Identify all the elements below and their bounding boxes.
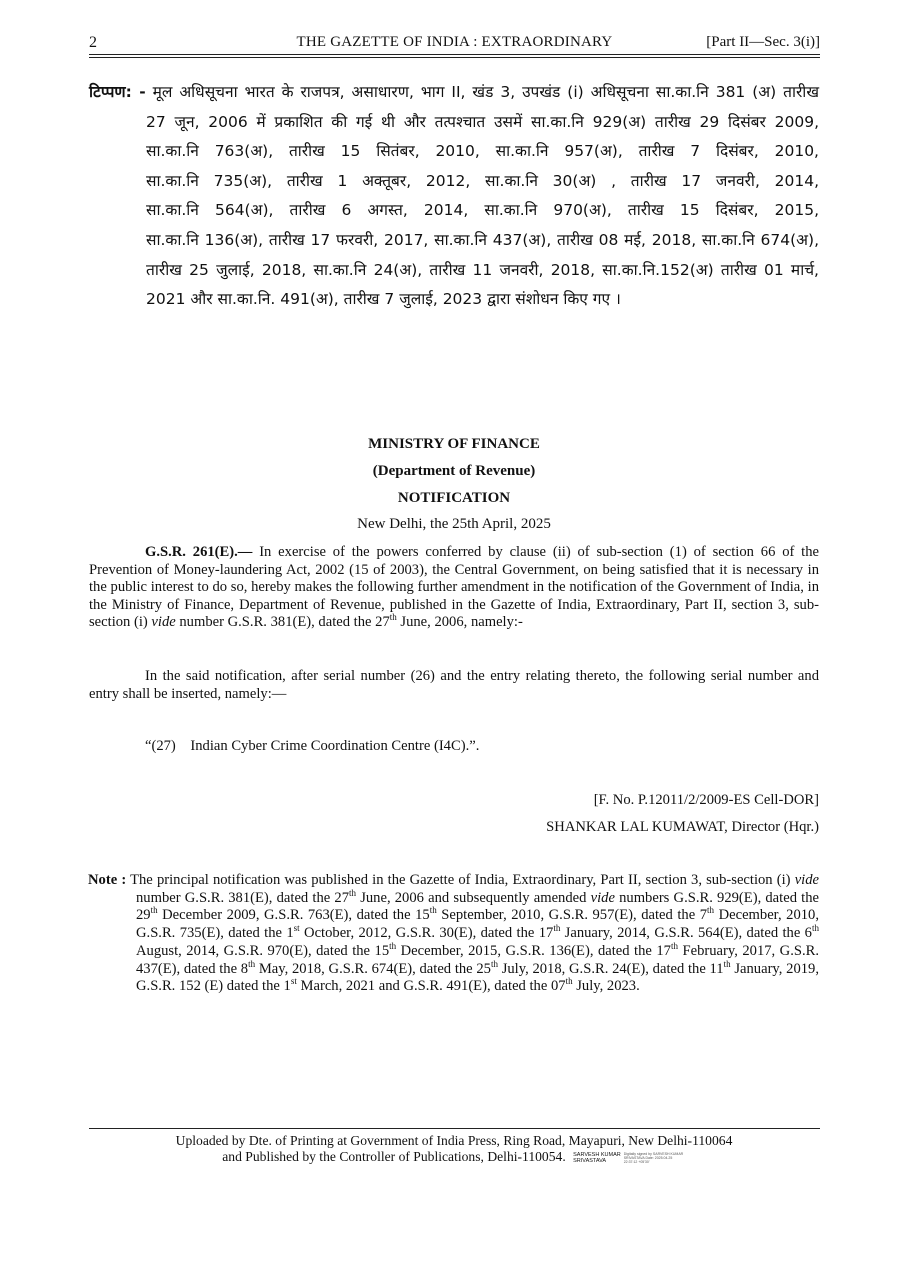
digital-signature: SARVESH KUMAR SRIVASTAVADigitally signed by SARVESH KUMAR SRIVASTAVA Date: 2025.04.25 22:37:12 +05'30' <box>573 1150 686 1166</box>
inserted-entry: “(27) Indian Cyber Crime Coordination Centre (I4C).”. <box>145 738 480 754</box>
hindi-line: सा.का.नि 735(अ), तारीख 1 अक्तूबर, 2012, सा.का.नि 30(अ) , तारीख 17 जनवरी, 2014, <box>146 171 819 190</box>
footer-line-2: and Published by the Controller of Publications, Delhi-110054. SARVESH KUMAR SRIVASTAVADigitally signed by SARVESH KUMAR SRIVASTAVA Date: 2025.04.25 22:37:12 +05'30' <box>89 1149 819 1166</box>
header-rule-top <box>89 54 820 55</box>
page-header <box>89 34 820 54</box>
principal-notification-note: Note : The principal notification was published in the Gazette of India, Extraordinary, Part II, section 3, sub-section (i) vide number G.S.R. 381(E), dated the 27th June, 2006 and subsequently amended vide numbers G.S.R. 929(E), dated the 29th December 2009, G.S.R. 763(E), dated the 15th September, 2010, G.S.R. 957(E), dated the 7th December, 2010, G.S.R. 735(E), dated the 1st October, 2012, G.S.R. 30(E), dated the 17th January, 2014, G.S.R. 564(E), dated the 6th August, 2014, G.S.R. 970(E), dated the 15th December, 2015, G.S.R. 136(E), dated the 17th February, 2017, G.S.R. 437(E), dated the 8th May, 2018, G.S.R. 674(E), dated the 25th July, 2018, G.S.R. 24(E), dated the 11th January, 2019, G.S.R. 152 (E) dated the 1st March, 2021 and G.S.R. 491(E), dated the 07th July, 2023. <box>88 872 820 995</box>
file-number: [F. No. P.12011/2/2009-ES Cell-DOR] <box>593 792 819 808</box>
note-label: Note : <box>88 872 127 888</box>
hindi-line: सा.का.नि 564(अ), तारीख 6 अगस्त, 2014, सा.का.नि 970(अ), तारीख 15 दिसंबर, 2015, <box>146 201 819 220</box>
hindi-line: सा.का.नि 763(अ), तारीख 15 सितंबर, 2010, सा.का.नि 957(अ), तारीख 7 दिसंबर, 2010, <box>146 142 819 161</box>
header-rule-bottom <box>89 57 820 58</box>
department-heading: (Department of Revenue) <box>372 463 536 479</box>
gazette-title: THE GAZETTE OF INDIA : EXTRAORDINARY <box>296 34 613 50</box>
footer-line-1: Uploaded by Dte. of Printing at Government of India Press, Ring Road, Mayapuri, New Delhi-110064 <box>175 1133 733 1148</box>
place-date: New Delhi, the 25th April, 2025 <box>357 516 551 532</box>
hindi-line: टिप्पण: - मूल अधिसूचना भारत के राजपत्र, असाधारण, भाग II, खंड 3, उपखंड (i) अधिसूचना सा.का.नि 381 (अ) तारीख <box>89 83 819 101</box>
hindi-line: सा.का.नि 136(अ), तारीख 17 फरवरी, 2017, सा.का.नि 437(अ), तारीख 08 मई, 2018, सा.का.नि 674(अ), <box>146 230 819 249</box>
footer-rule <box>89 1128 820 1129</box>
notification-heading: NOTIFICATION <box>397 490 511 506</box>
signature-detail: Digitally signed by SARVESH KUMAR SRIVASTAVA Date: 2025.04.25 22:37:12 +05'30' <box>623 1152 684 1165</box>
gsr-paragraph: G.S.R. 261(E).— In exercise of the powers conferred by clause (ii) of sub-section (1) of section 66 of the Prevention of Money-laundering Act, 2002 (15 of 2003), the Central Government, on being satisfied that it is necessary in the public interest to do so, hereby makes the following further amendment in the notification of the Government of India, in the Ministry of Finance, Department of Revenue, published in the Gazette of India, Extraordinary, Part II, section 3, sub-section (i) vide number G.S.R. 381(E), dated the 27th June, 2006, namely:- <box>89 544 820 631</box>
hindi-note-label: टिप्पण: - <box>89 83 146 101</box>
hindi-line: 27 जून, 2006 में प्रकाशित की गई थी और तत्पश्चात उसमें सा.का.नि 929(अ) तारीख 29 दिसंबर 2009, <box>146 112 819 131</box>
hindi-note <box>89 78 819 315</box>
gsr-number: G.S.R. 261(E).— <box>145 544 253 560</box>
amendment-paragraph: In the said notification, after serial number (26) and the entry relating thereto, the following serial number and entry shall be inserted, namely:— <box>89 668 819 702</box>
part-section: [Part II—Sec. 3(i)] <box>706 34 820 50</box>
signatory: SHANKAR LAL KUMAWAT, Director (Hqr.) <box>546 819 819 835</box>
page-footer <box>89 1133 819 1166</box>
page-number: 2 <box>89 34 97 51</box>
hindi-line: 2021 और सा.का.नि. 491(अ), तारीख 7 जुलाई, 2023 द्वारा संशोधन किए गए । <box>146 290 621 309</box>
ministry-heading: MINISTRY OF FINANCE <box>368 436 540 452</box>
hindi-line: तारीख 25 जुलाई, 2018, सा.का.नि 24(अ), तारीख 11 जनवरी, 2018, सा.का.नि.152(अ) तारीख 01 मार्च, <box>146 260 819 279</box>
